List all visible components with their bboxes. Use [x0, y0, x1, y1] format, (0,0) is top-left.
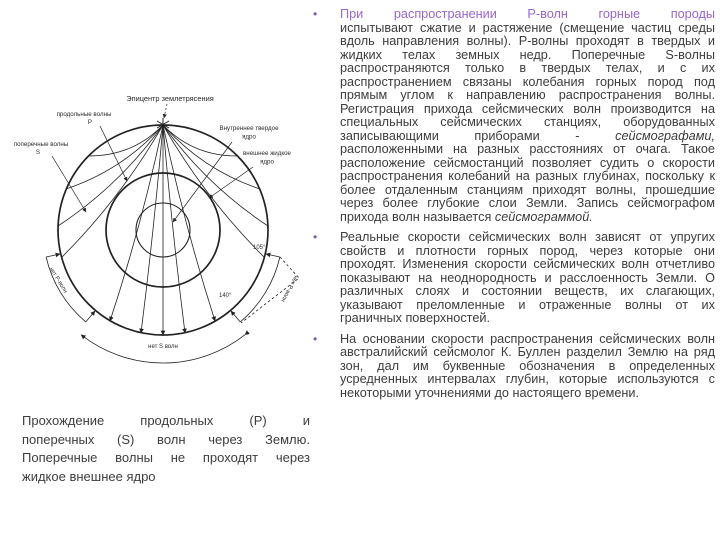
- outer-core-label-line2: ядро: [260, 158, 274, 166]
- caption-line: жидкое внешнее ядро: [22, 468, 156, 484]
- bullet-1-text-2: расположенными на разных расстояниях от очага. Такое расположение сейсмостанций позволяет судить о скорости распространения колебаний на разных глубинах, поскольку к более отдаленным станциям приходят волны, прошедшие через более глубокие слои Земли. Запись сейсмографом прихода волн называется: [340, 142, 715, 224]
- earth-waves-diagram: [0, 85, 330, 415]
- bullet-item-3: [312, 333, 715, 401]
- inner-core-label-line1: Внутреннее твердое: [219, 125, 279, 132]
- bullet-item-2: [312, 231, 715, 326]
- s-waves-letter: S: [35, 149, 41, 156]
- bullet-marker: •: [313, 230, 318, 244]
- caption-line: Прохождение продольных (P) и: [22, 413, 310, 428]
- bullet-marker: •: [313, 331, 318, 346]
- bullet-list: [312, 8, 715, 407]
- s-waves-label: поперечные волны: [13, 141, 69, 148]
- p-waves-label: продольные волны: [56, 111, 112, 118]
- no-s-waves-bottom-label: нет S волн: [148, 344, 178, 350]
- diagram-svg: [0, 85, 330, 415]
- no-p-waves-right-label: нет P-волн: [279, 274, 299, 303]
- epicenter-label: Эпицентр землетрясения: [126, 94, 214, 103]
- caption-line: Поперечные волны не проходят через: [22, 450, 310, 465]
- bullet-3-text: На основании скорости распространения сейсмических волн австралийский сейсмолог К. Буллен разделил Землю на ряд зон, дал им буквенные обозначения в определенных усредненных интервалах глубин, которые используются с некоторыми уточнениями до настоящего времени.: [340, 331, 715, 400]
- bullet-1-italic-seismogram: сейсмограммой.: [494, 209, 593, 224]
- bullet-1-italic-seismograph: сейсмографами,: [615, 128, 715, 143]
- no-p-waves-left-label: нет P-волн: [47, 266, 69, 295]
- figure-caption: [22, 412, 310, 486]
- angle-140-label: 140°: [219, 293, 232, 299]
- angle-105-label: 105°: [253, 245, 266, 251]
- bullet-1-highlight: При распространении P-волн горные породы: [340, 7, 715, 21]
- bullet-item-1: [312, 8, 715, 224]
- bullet-2-text: Реальные скорости сейсмических волн зависят от упругих свойств и плотности горных пород, через которые они проходят. Изменения скорости сейсмических волн отчетливо показывают на неоднородность и расслоенность Земли. О различных слоях и состоянии веществ, их слагающих, указывают преломленные и отраженные волны от их граничных поверхностей.: [340, 230, 715, 325]
- p-waves-letter: P: [87, 119, 93, 126]
- outer-core-label-line1: внешнее жидкое: [243, 150, 291, 157]
- seismic-rays: [58, 125, 268, 335]
- caption-line: поперечных (S) волн через Землю.: [22, 431, 310, 447]
- inner-core-label-line2: ядро: [242, 133, 256, 141]
- bullet-1-text: испытывают сжатие и растяжение (смещение частиц среды вдоль направления волны). P-волны проходят в твердых и жидких телах земных недр. Поперечные S-волны распространяются только в твердых телах, и с их распространением связаны колебания горных пород под прямым углом к направлению распространения волны. Регистрация прихода сейсмических волн производится на специальных сейсмических станциях, оборудованных записывающими приборами -: [340, 20, 715, 143]
- bullet-marker: •: [313, 7, 318, 21]
